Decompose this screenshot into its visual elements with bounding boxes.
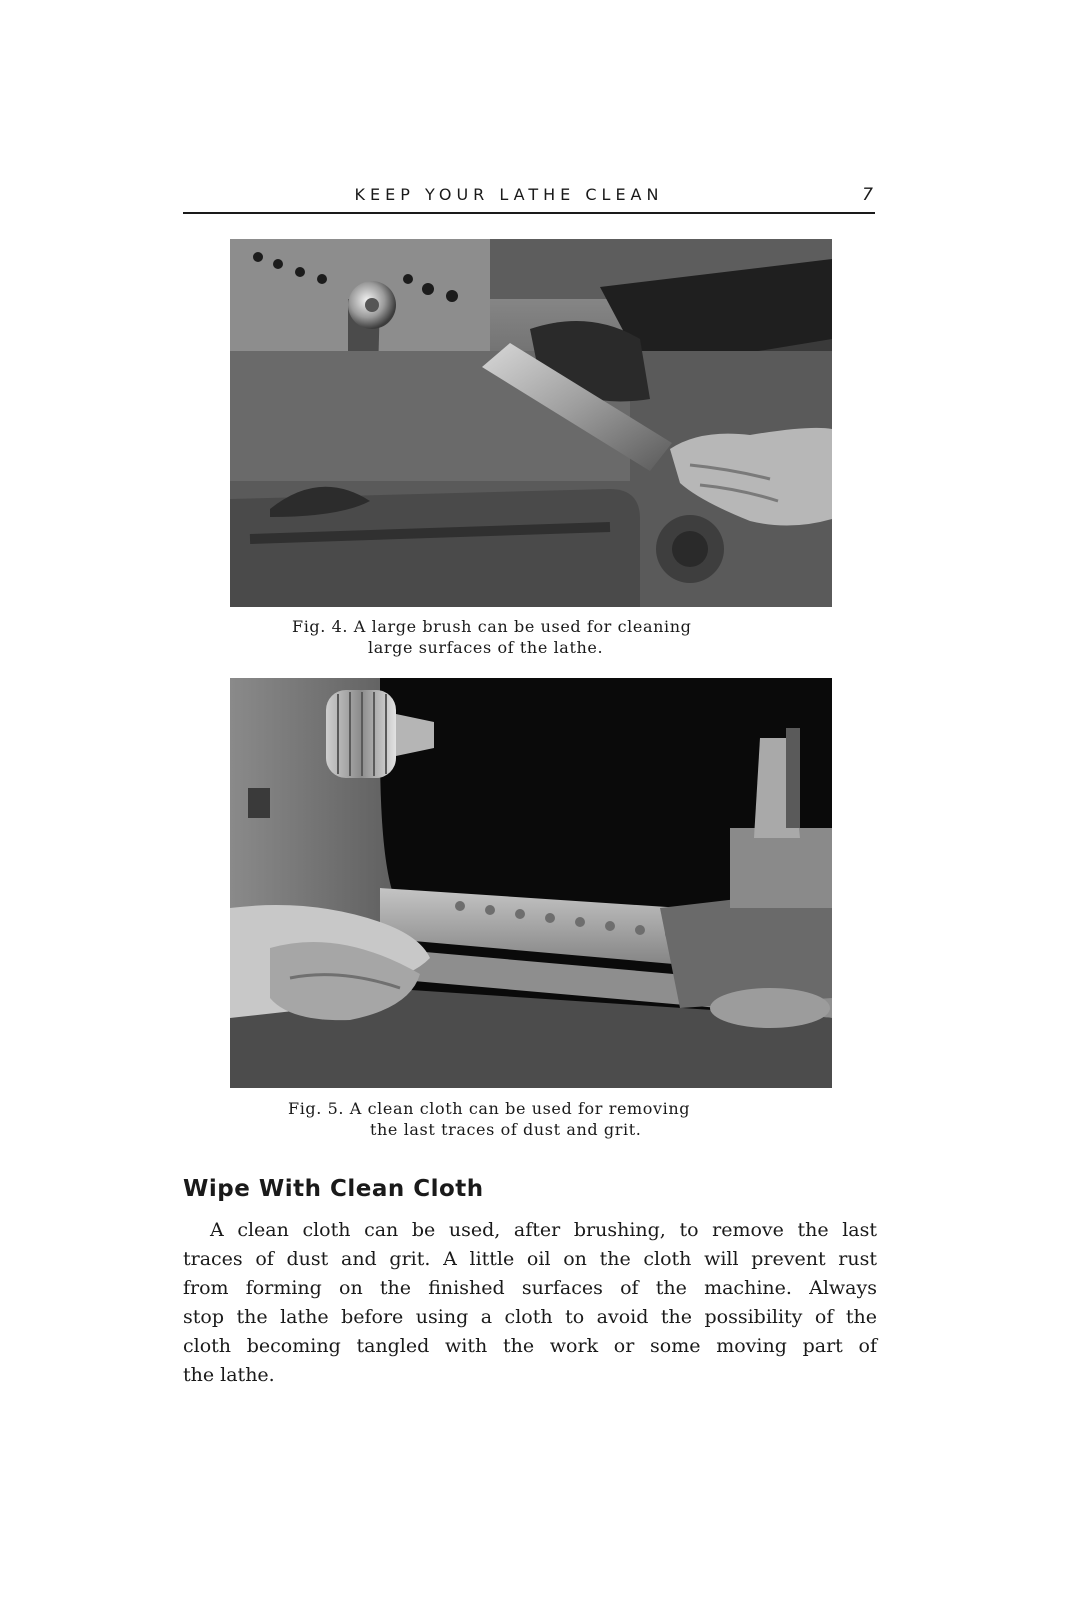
caption-line: Fig. 5. A clean cloth can be used for removing — [288, 1099, 691, 1118]
page-number: 7 — [862, 185, 873, 205]
lathe-cloth-photo — [230, 678, 832, 1088]
paragraph-line: from forming on the finished surfaces of the machine. Always — [183, 1277, 877, 1299]
caption-line: the last traces of dust and grit. — [370, 1120, 642, 1139]
figure-4-photo — [230, 239, 832, 607]
running-header — [183, 184, 875, 214]
paragraph-line: traces of dust and grit. A little oil on the cloth will prevent rust — [183, 1248, 877, 1270]
paragraph-line: cloth becoming tangled with the work or some moving part of — [183, 1335, 877, 1357]
paragraph-line: A clean cloth can be used, after brushing, to remove the last — [210, 1219, 877, 1241]
running-title: KEEP YOUR LATHE CLEAN — [354, 185, 664, 204]
caption-line: Fig. 4. A large brush can be used for cleaning — [292, 617, 692, 636]
figure-5-photo — [230, 678, 832, 1088]
body-paragraph — [183, 1216, 877, 1390]
figure-5-caption — [230, 1098, 832, 1140]
lathe-brush-photo — [230, 239, 832, 607]
paragraph-line: the lathe. — [183, 1364, 275, 1386]
figure-4-caption — [230, 616, 832, 658]
section-heading: Wipe With Clean Cloth — [183, 1176, 484, 1202]
paragraph-line: stop the lathe before using a cloth to avoid the possibility of the — [183, 1306, 877, 1328]
caption-line: large surfaces of the lathe. — [368, 638, 604, 657]
